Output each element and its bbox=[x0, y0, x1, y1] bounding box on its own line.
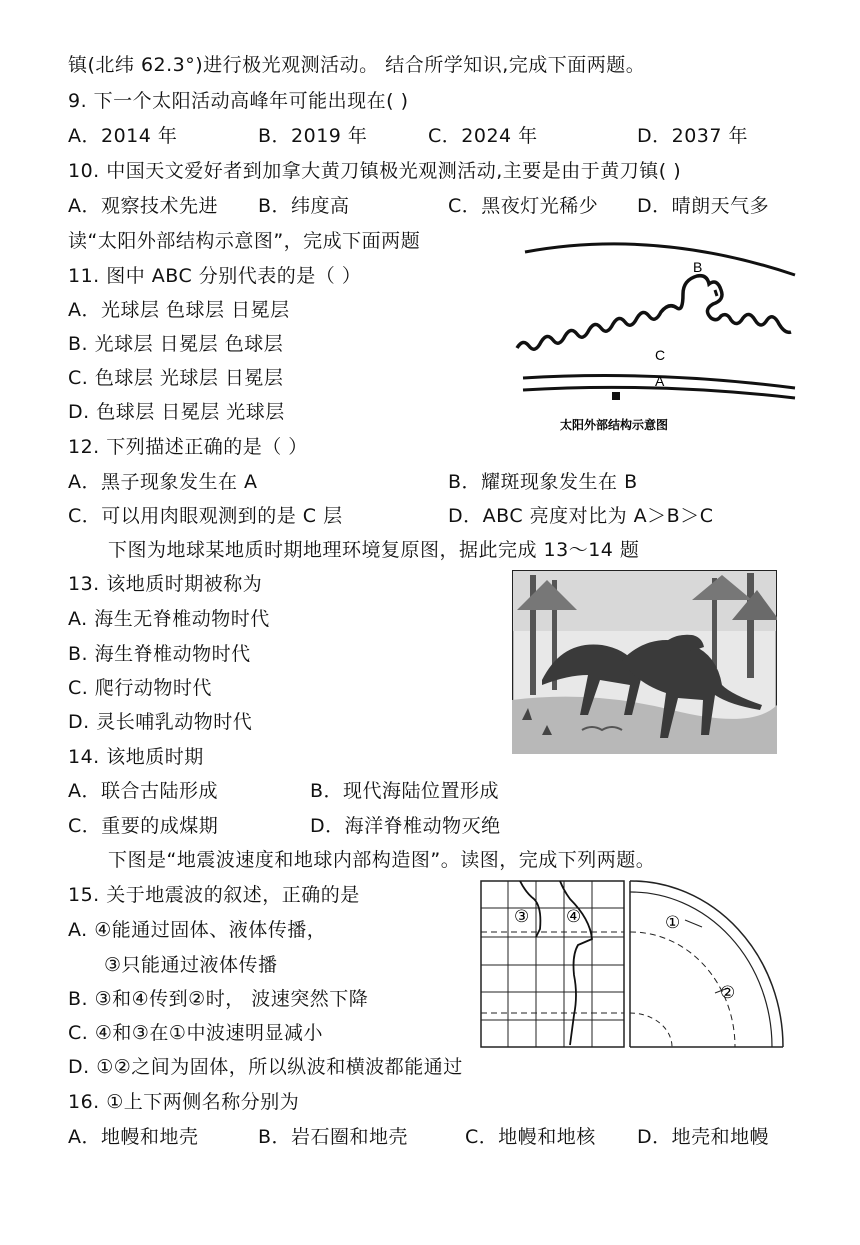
sunspot-marker bbox=[612, 392, 620, 400]
q12-option-d[interactable]: D．ABC 亮度对比为 A＞B＞C bbox=[448, 505, 714, 527]
q9-option-b[interactable]: B．2019 年 bbox=[258, 125, 368, 147]
q14-option-c[interactable]: C．重要的成煤期 bbox=[68, 815, 219, 837]
q9-stem: 9. 下一个太阳活动高峰年可能出现在( ) bbox=[68, 90, 409, 112]
label-c: C bbox=[655, 347, 666, 363]
q11-option-a[interactable]: A．光球层 色球层 日冕层 bbox=[68, 299, 290, 321]
sun-figure-caption: 太阳外部结构示意图 bbox=[560, 418, 669, 432]
wave-4-label: ④ bbox=[566, 907, 582, 927]
corona-boundary bbox=[525, 244, 795, 275]
q9-option-d[interactable]: D．2037 年 bbox=[637, 125, 749, 147]
q13-option-c[interactable]: C. 爬行动物时代 bbox=[68, 677, 212, 699]
intro-line-1: 镇(北纬 62.3°)进行极光观测活动。 结合所学知识,完成下面两题。 bbox=[68, 54, 646, 76]
q11-option-d[interactable]: D. 色球层 日冕层 光球层 bbox=[68, 401, 285, 423]
chromosphere-wave bbox=[517, 276, 791, 350]
q11-stem: 11. 图中 ABC 分别代表的是（ ） bbox=[68, 265, 362, 287]
layer-1-label: ① bbox=[665, 913, 681, 933]
seismic-wave-figure bbox=[480, 880, 785, 1050]
q9-option-a[interactable]: A．2014 年 bbox=[68, 125, 178, 147]
prominence-fragment bbox=[715, 290, 717, 296]
q16-option-b[interactable]: B．岩石圈和地壳 bbox=[258, 1126, 409, 1148]
wave-3-label: ③ bbox=[514, 907, 530, 927]
q10-option-c[interactable]: C．黑夜灯光稀少 bbox=[448, 195, 599, 217]
q9-option-c[interactable]: C．2024 年 bbox=[428, 125, 538, 147]
q15-option-b[interactable]: B. ③和④传到②时， 波速突然下降 bbox=[68, 988, 369, 1010]
earth-section bbox=[630, 881, 783, 1047]
label-a: A bbox=[655, 373, 665, 389]
q10-option-b[interactable]: B．纬度高 bbox=[258, 195, 350, 217]
q14-option-a[interactable]: A．联合古陆形成 bbox=[68, 780, 218, 802]
q10-option-a[interactable]: A．观察技术先进 bbox=[68, 195, 218, 217]
q12-option-b[interactable]: B．耀斑现象发生在 B bbox=[448, 471, 638, 493]
q11-option-b[interactable]: B. 光球层 日冕层 色球层 bbox=[68, 333, 284, 355]
q16-option-a[interactable]: A．地幔和地壳 bbox=[68, 1126, 199, 1148]
q15-option-d[interactable]: D. ①②之间为固体，所以纵波和横波都能通过 bbox=[68, 1056, 463, 1078]
q11-option-c[interactable]: C. 色球层 光球层 日冕层 bbox=[68, 367, 284, 389]
q12-option-a[interactable]: A．黑子现象发生在 A bbox=[68, 471, 258, 493]
q16-option-c[interactable]: C．地幔和地核 bbox=[465, 1126, 596, 1148]
intro-q13-14: 下图为地球某地质时期地理环境复原图，据此完成 13～14 题 bbox=[108, 539, 640, 561]
q13-option-b[interactable]: B. 海生脊椎动物时代 bbox=[68, 643, 251, 665]
wave-speed-grid bbox=[481, 881, 624, 1047]
intro-q15-16: 下图是“地震波速度和地球内部构造图”。读图，完成下列两题。 bbox=[108, 849, 656, 871]
q15-stem: 15. 关于地震波的叙述，正确的是 bbox=[68, 884, 360, 906]
q15-option-a-line1[interactable]: A. ④能通过固体、液体传播， bbox=[68, 919, 327, 941]
q13-option-d[interactable]: D. 灵长哺乳动物时代 bbox=[68, 711, 253, 733]
q10-stem: 10. 中国天文爱好者到加拿大黄刀镇极光观测活动,主要是由于黄刀镇( ) bbox=[68, 160, 682, 182]
q13-option-a[interactable]: A. 海生无脊椎动物时代 bbox=[68, 608, 270, 630]
q14-option-b[interactable]: B．现代海陆位置形成 bbox=[310, 780, 500, 802]
q16-stem: 16. ①上下两侧名称分别为 bbox=[68, 1091, 300, 1113]
q13-stem: 13. 该地质时期被称为 bbox=[68, 573, 263, 595]
q14-option-d[interactable]: D．海洋脊椎动物灭绝 bbox=[310, 815, 501, 837]
q14-stem: 14. 该地质时期 bbox=[68, 746, 204, 768]
q12-stem: 12. 下列描述正确的是（ ） bbox=[68, 436, 308, 458]
q16-option-d[interactable]: D．地壳和地幔 bbox=[637, 1126, 770, 1148]
layer-2-label: ② bbox=[720, 983, 736, 1003]
q12-option-c[interactable]: C．可以用肉眼观测到的是 C 层 bbox=[68, 505, 343, 527]
q10-option-d[interactable]: D．晴朗天气多 bbox=[637, 195, 770, 217]
q15-option-c[interactable]: C. ④和③在①中波速明显减小 bbox=[68, 1022, 323, 1044]
label-b: B bbox=[693, 259, 703, 275]
sun-structure-figure bbox=[505, 230, 805, 445]
dinosaur-era-illustration bbox=[512, 570, 777, 754]
q15-option-a-line2: ③只能通过液体传播 bbox=[104, 954, 278, 976]
read-instruction-1: 读“太阳外部结构示意图”，完成下面两题 bbox=[68, 230, 421, 252]
